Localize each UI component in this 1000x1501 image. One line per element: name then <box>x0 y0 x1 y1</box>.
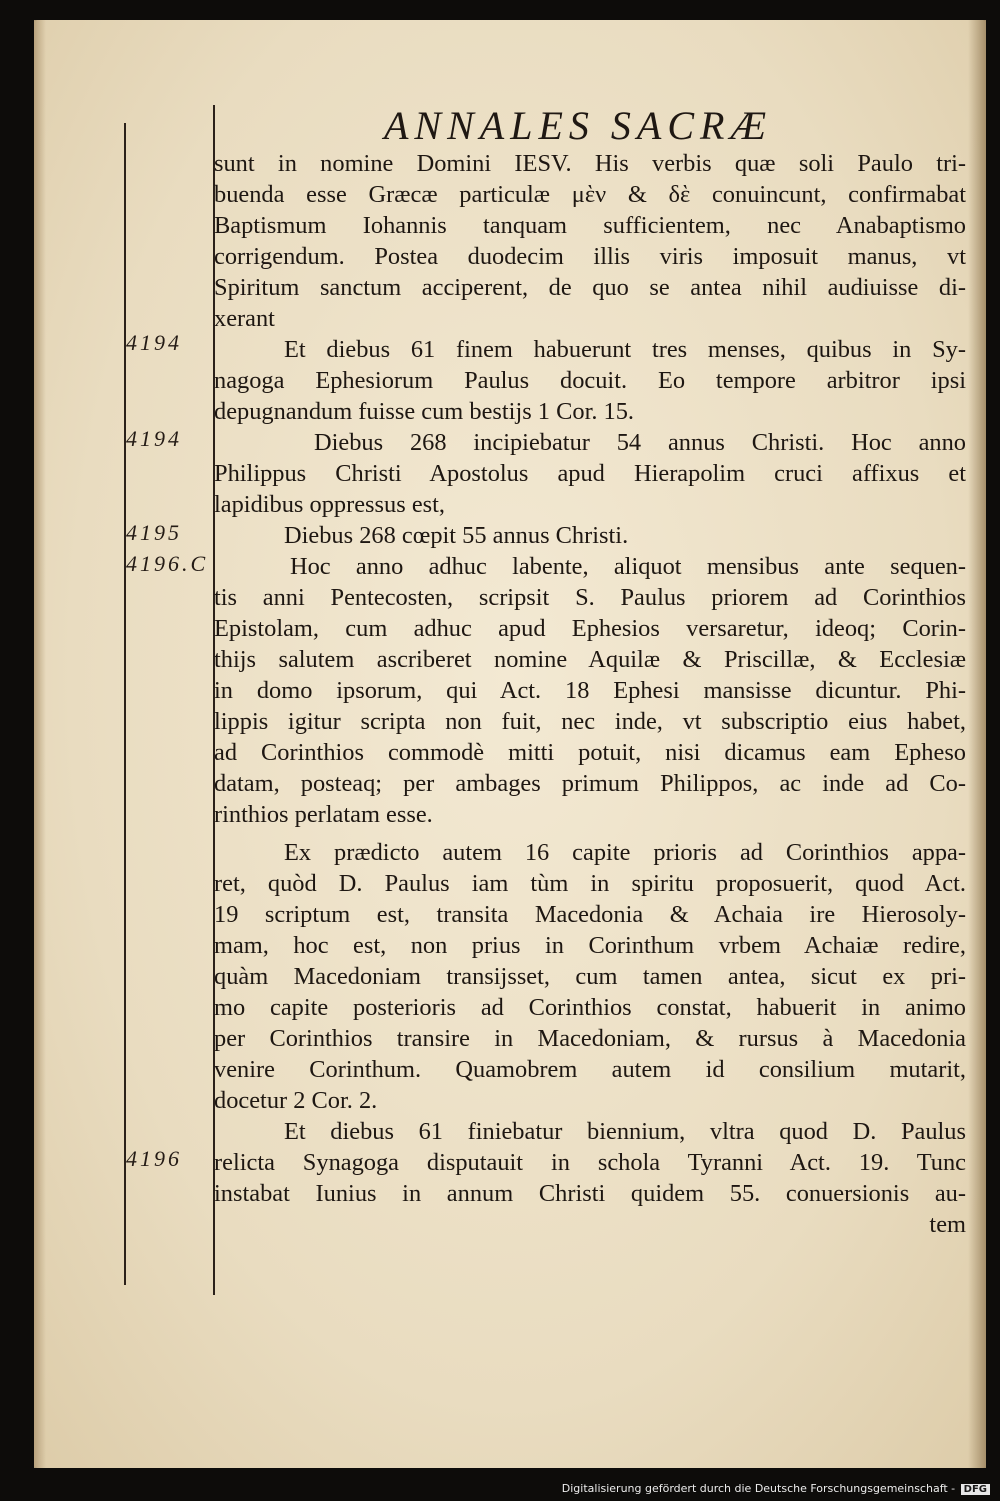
text-line: Diebus 268 cœpit 55 annus Christi. <box>284 522 629 549</box>
text-line: sunt in nomine Domini IESV. His verbis quæ soli Paulo tri- <box>214 150 966 177</box>
text-line: Ex prædicto autem 16 capite prioris ad Corinthios appa- <box>284 839 966 866</box>
text-line: 19 scriptum est, transita Macedonia & Achaia ire Hierosoly- <box>214 901 966 928</box>
margin-year-note: 4195 <box>126 520 182 545</box>
page-left-shadow <box>34 20 46 1468</box>
text-line: per Corinthios transire in Macedoniam, & rursus à Macedonia <box>214 1025 966 1052</box>
dfg-logo: DFG <box>961 1484 990 1495</box>
text-line: mam, hoc est, non prius in Corinthum vrbem Achaiæ redire, <box>214 932 966 959</box>
text-line: depugnandum fuisse cum bestijs 1 Cor. 15. <box>214 398 635 425</box>
body-text <box>214 148 966 1240</box>
text-line: nagoga Ephesiorum Paulus docuit. Eo tempore arbitror ipsi <box>214 367 966 394</box>
margin-year-note: 4194 <box>126 330 182 355</box>
text-line: relicta Synagoga disputauit in schola Tyranni Act. 19. Tunc <box>214 1149 966 1176</box>
text-line: buenda esse Græcæ particulæ μὲν & δὲ conuincunt, confirmabat <box>214 181 966 208</box>
running-head: ANNALES SACRÆ <box>384 103 773 148</box>
text-line: mo capite posterioris ad Corinthios constat, habuerit in animo <box>214 994 966 1021</box>
text-line: lapidibus oppressus est, <box>214 491 446 518</box>
text-line: lippis igitur scripta non fuit, nec inde, vt subscriptio eius habet, <box>214 708 966 735</box>
text-line: quàm Macedoniam transijsset, cum tamen antea, sicut ex pri- <box>214 963 966 990</box>
text-line: corrigendum. Postea duodecim illis viris imposuit manus, vt <box>214 243 966 270</box>
text-line: Hoc anno adhuc labente, aliquot mensibus ante sequen- <box>290 553 966 580</box>
text-line: venire Corinthum. Quamobrem autem id consilium mutarit, <box>214 1056 966 1083</box>
text-line: docetur 2 Cor. 2. <box>214 1087 378 1114</box>
margin-rule-outer <box>124 123 126 1285</box>
text-line: Baptismum Iohannis tanquam sufficientem, nec Anabaptismo <box>214 212 966 239</box>
text-line: Diebus 268 incipiebatur 54 annus Christi. Hoc anno <box>314 429 966 456</box>
page-right-shadow <box>968 20 986 1468</box>
text-line: Et diebus 61 finem habuerunt tres menses, quibus in Sy- <box>284 336 966 363</box>
digitization-credit <box>562 1482 990 1495</box>
text-line: instabat Iunius in annum Christi quidem 55. conuersionis au- <box>214 1180 966 1207</box>
text-line: xerant <box>214 305 275 332</box>
text-line: Spiritum sanctum acciperent, de quo se antea nihil audiuisse di- <box>214 274 966 301</box>
text-line: Epistolam, cum adhuc apud Ephesios versaretur, ideoq; Corin- <box>214 615 966 642</box>
text-line: Philippus Christi Apostolus apud Hierapolim cruci affixus et <box>214 460 966 487</box>
text-line: rinthios perlatam esse. <box>214 801 433 828</box>
text-line: tis anni Pentecosten, scripsit S. Paulus priorem ad Corinthios <box>214 584 966 611</box>
text-line: thijs salutem ascriberet nomine Aquilæ & Priscillæ, & Ecclesiæ <box>214 646 966 673</box>
book-page <box>34 20 986 1468</box>
margin-year-note: 4194 <box>126 426 182 451</box>
margin-year-note: 4196 <box>126 1146 182 1171</box>
catchword: tem <box>929 1211 966 1238</box>
margin-year-note: 4196.C <box>126 551 209 576</box>
text-line: Et diebus 61 finiebatur biennium, vltra quod D. Paulus <box>284 1118 966 1145</box>
text-line: ret, quòd D. Paulus iam tùm in spiritu proposuerit, quod Act. <box>214 870 966 897</box>
credit-text: Digitalisierung gefördert durch die Deutsche Forschungsgemeinschaft - <box>561 1482 956 1495</box>
text-line: ad Corinthios commodè mitti potuit, nisi dicamus eam Epheso <box>214 739 966 766</box>
text-line: in domo ipsorum, qui Act. 18 Ephesi mansisse dicuntur. Phi- <box>214 677 966 704</box>
text-line: datam, posteaq; per ambages primum Philippos, ac inde ad Co- <box>214 770 966 797</box>
